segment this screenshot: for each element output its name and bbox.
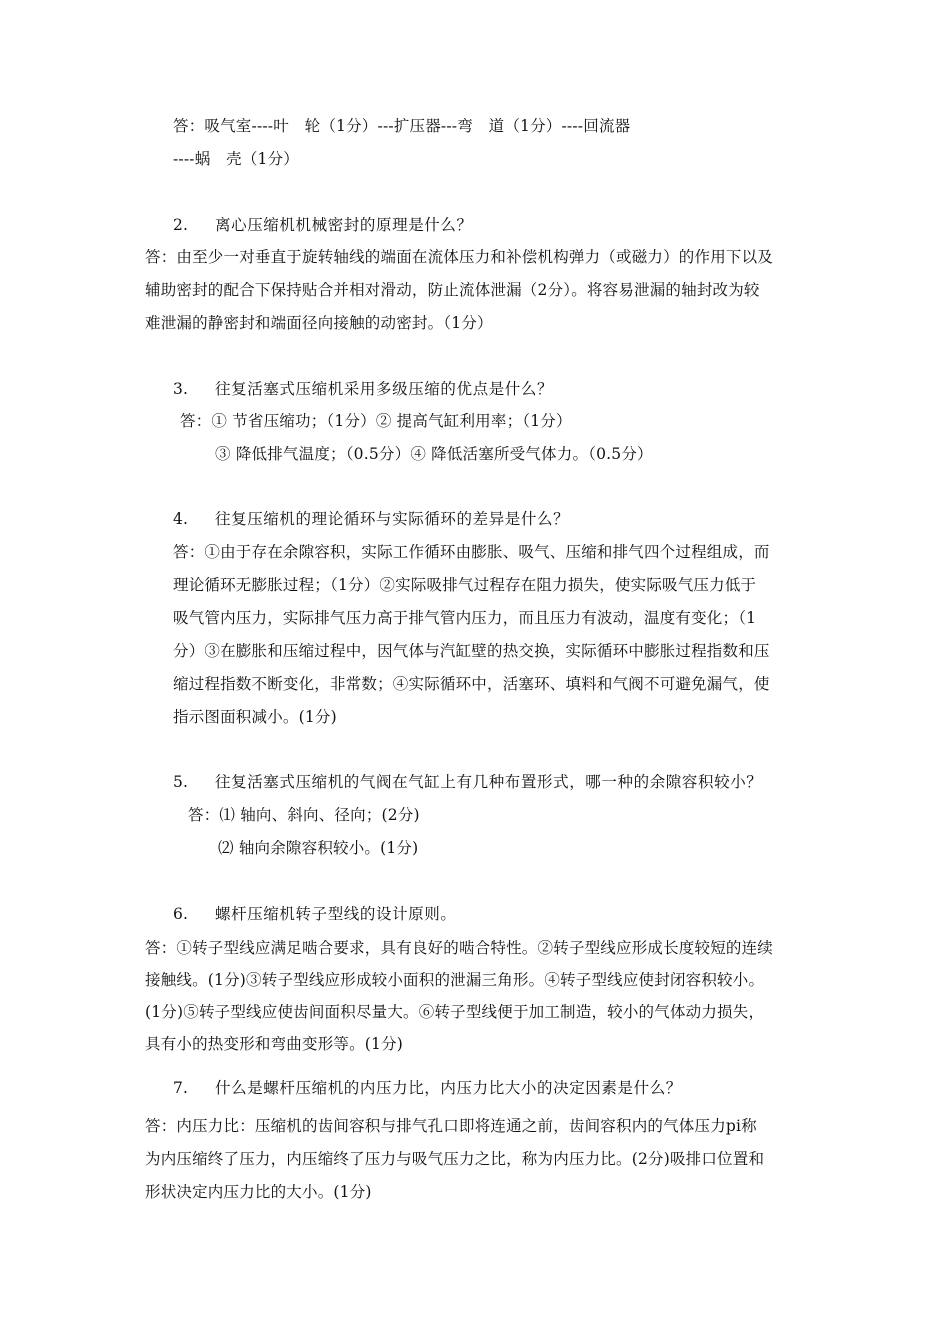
q4-number: 4. — [173, 510, 189, 528]
q2-answer-line-3: 难泄漏的静密封和端面径向接触的动密封。（1分） — [145, 314, 493, 332]
q2-number: 2. — [173, 216, 189, 234]
q3-question: 往复活塞式压缩机采用多级压缩的优点是什么？ — [215, 380, 554, 398]
q7-answer-line-1: 答：内压力比：压缩机的齿间容积与排气孔口即将连通之前，齿间容积内的气体压力pi称 — [145, 1117, 757, 1135]
q7-question: 什么是螺杆压缩机的内压力比，内压力比大小的决定因素是什么？ — [215, 1079, 682, 1097]
q4-answer-line-2: 理论循环无膨胀过程；（1分）②实际吸排气过程存在阻力损失，使实际吸气压力低于 — [173, 576, 757, 594]
q3-answer-line-2: ③ 降低排气温度；（0.5分）④ 降低活塞所受气体力。（0.5分） — [215, 445, 653, 463]
q4-question: 往复压缩机的理论循环与实际循环的差异是什么？ — [215, 510, 570, 528]
q5-answer-line-1: 答：⑴ 轴向、斜向、径向；(2分) — [188, 806, 420, 824]
q6-answer-line-2: 接触线。(1分)③转子型线应形成较小面积的泄漏三角形。④转子型线应使封闭容积较小。 — [145, 971, 765, 989]
q1-answer-line-2: ----蜗 壳（1分） — [173, 150, 300, 168]
q4-answer-line-6: 指示图面积减小。(1分) — [173, 708, 337, 726]
q5-answer-line-2: ⑵ 轴向余隙容积较小。(1分) — [218, 839, 419, 857]
q6-answer-line-1: 答：①转子型线应满足啮合要求，具有良好的啮合特性。②转子型线应形成长度较短的连续 — [145, 939, 774, 957]
q7-answer-line-3: 形状决定内压力比的大小。(1分) — [145, 1183, 372, 1201]
q2-question: 离心压缩机机械密封的原理是什么？ — [215, 216, 473, 234]
q4-answer-line-4: 分）③在膨胀和压缩过程中，因气体与汽缸壁的热交换，实际循环中膨胀过程指数和压 — [173, 642, 770, 660]
q1-answer-line-1: 答：吸气室----叶 轮（1分）---扩压器---弯 道（1分）----回流器 — [173, 117, 631, 135]
q2-answer-line-1: 答：由至少一对垂直于旋转轴线的端面在流体压力和补偿机构弹力（或磁力）的作用下以及 — [145, 248, 774, 266]
q3-number: 3. — [173, 380, 189, 398]
q7-number: 7. — [173, 1079, 189, 1097]
q7-answer-line-2: 为内压缩终了压力，内压缩终了压力与吸气压力之比，称为内压力比。(2分)吸排口位置和 — [145, 1150, 765, 1168]
q5-question: 往复活塞式压缩机的气阀在气缸上有几种布置形式，哪一种的余隙容积较小？ — [215, 773, 763, 791]
q3-answer-line-1: 答：① 节省压缩功；（1分）② 提高气缸利用率；（1分） — [180, 412, 572, 430]
q6-answer-line-4: 具有小的热变形和弯曲变形等。(1分) — [145, 1035, 404, 1053]
q5-number: 5. — [173, 773, 189, 791]
q6-answer-line-3: (1分)⑤转子型线应使齿间面积尽量大。⑥转子型线便于加工制造，较小的气体动力损失， — [145, 1003, 765, 1021]
q4-answer-line-5: 缩过程指数不断变化，非常数；④实际循环中，活塞环、填料和气阀不可避免漏气，使 — [173, 675, 770, 693]
q6-question: 螺杆压缩机转子型线的设计原则。 — [215, 905, 457, 923]
q2-answer-line-2: 辅助密封的配合下保持贴合并相对滑动，防止流体泄漏（2分）。将容易泄漏的轴封改为较 — [145, 281, 760, 299]
q4-answer-line-3: 吸气管内压力，实际排气压力高于排气管内压力，而且压力有波动，温度有变化；（1 — [173, 609, 757, 627]
q6-number: 6. — [173, 905, 189, 923]
q4-answer-line-1: 答：①由于存在余隙容积，实际工作循环由膨胀、吸气、压缩和排气四个过程组成，而 — [173, 543, 770, 561]
